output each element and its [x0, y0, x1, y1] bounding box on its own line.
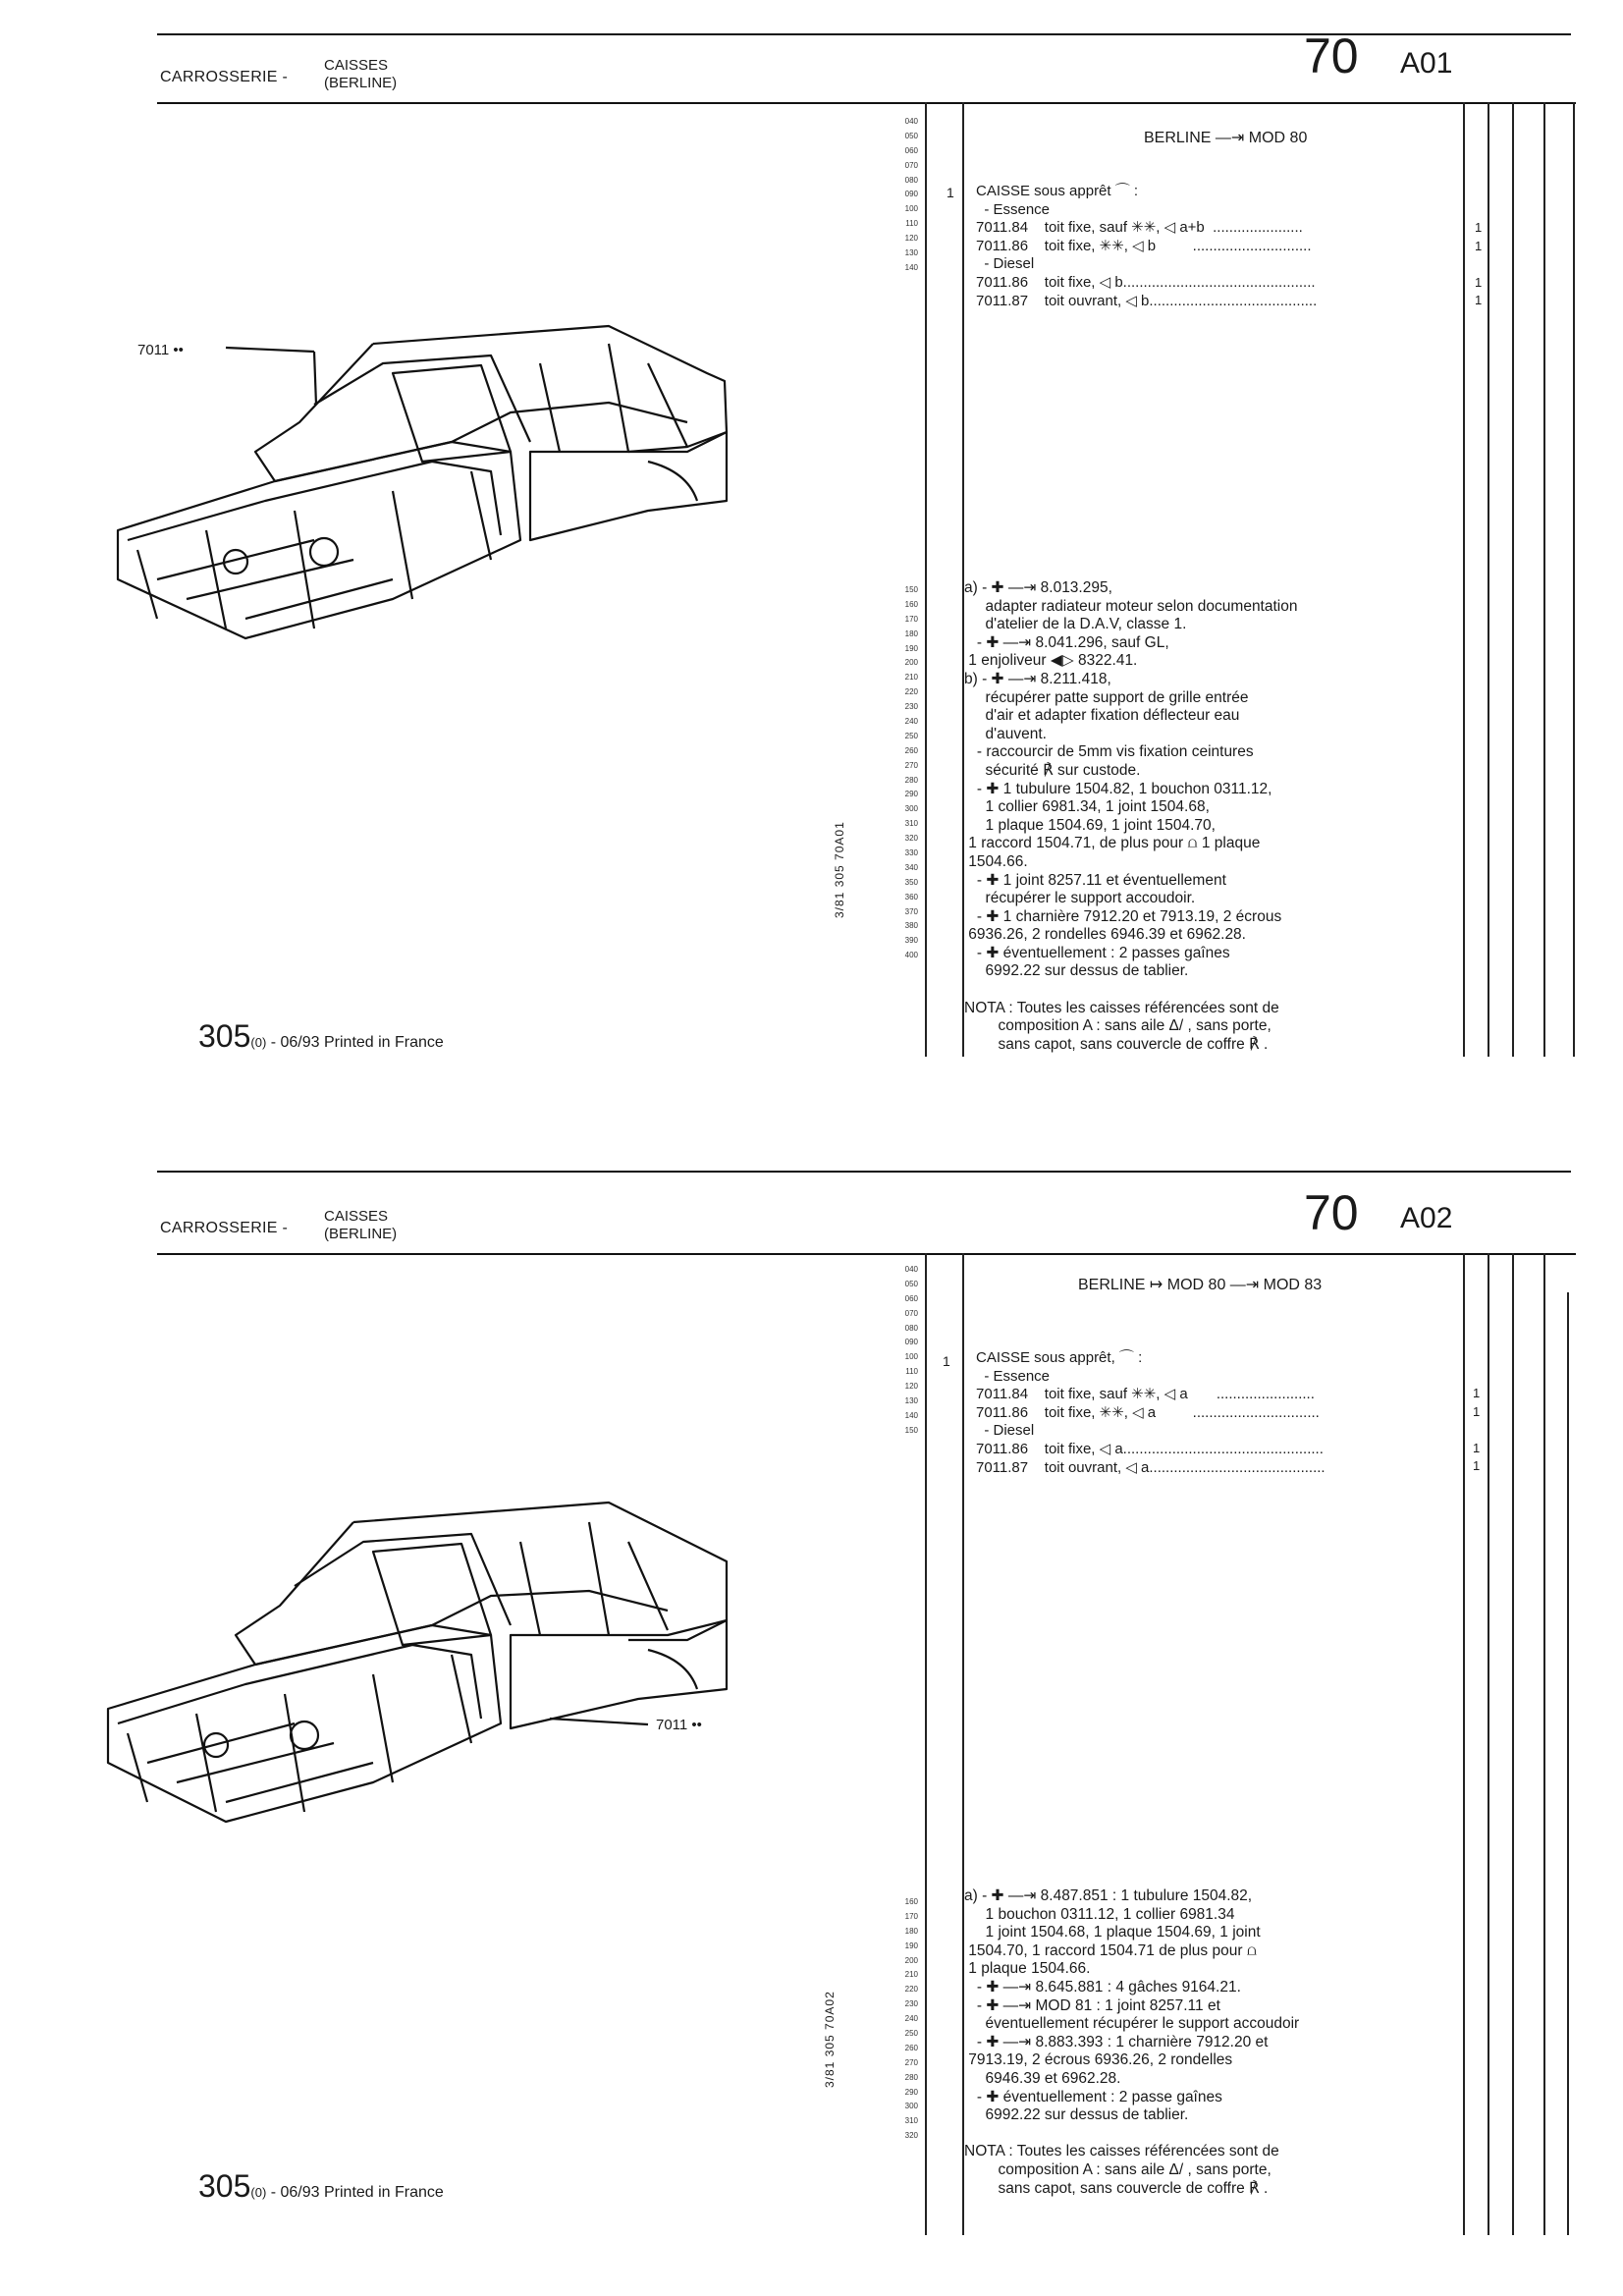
line-number: 260 — [904, 2043, 918, 2052]
line-number: 060 — [904, 1293, 918, 1303]
footer-model: 305 — [198, 2168, 251, 2204]
line-number: 220 — [904, 1985, 918, 1995]
line-number: 160 — [904, 599, 918, 609]
strut-tower — [291, 1722, 318, 1749]
line-number: 230 — [904, 1999, 918, 2009]
line-numbers-top — [896, 115, 918, 276]
line-number: 240 — [904, 717, 918, 727]
right-qty: 1 — [1475, 274, 1483, 290]
line-number: 300 — [904, 2102, 918, 2111]
footer-model: 305 — [198, 1018, 251, 1054]
right-qty: 1 — [1473, 1458, 1481, 1474]
parts-list: CAISSE sous apprêt ⌒ : - Essence 7011.84 toit fixe, sauf ✳✳, ◁ a+b ...................... 7011.86 toit fixe, ✳✳, ◁ b ............................. - Diesel 7011.86 toit fixe, ◁ b............................................... 7011.87 toit ouvrant, ◁ b......................................... — [976, 183, 1318, 309]
line-number: 280 — [904, 2072, 918, 2082]
line-number: 290 — [904, 2087, 918, 2097]
line-number: 170 — [904, 1911, 918, 1921]
section-subtitle-1: CAISSES — [324, 1208, 389, 1225]
line-number: 200 — [904, 658, 918, 668]
line-number: 240 — [904, 2014, 918, 2024]
footer — [198, 2168, 444, 2205]
line-number: 120 — [904, 1382, 918, 1392]
table-rule — [1488, 102, 1489, 1057]
part-callout: 7011 •• — [656, 1717, 702, 1733]
line-number: 100 — [904, 204, 918, 214]
table-rule — [1573, 102, 1575, 1057]
pillars — [520, 1522, 668, 1635]
front-structure — [108, 1625, 501, 1822]
line-number: 390 — [904, 936, 918, 946]
quantity: 1 — [943, 1353, 950, 1369]
line-number: 080 — [904, 175, 918, 185]
line-number: 380 — [904, 921, 918, 931]
callout-leader — [550, 1719, 648, 1724]
right-qty: 1 — [1473, 1403, 1481, 1419]
roof-outline — [353, 1503, 727, 1640]
footer-index: (0) — [250, 2185, 267, 2200]
table-rule — [1463, 1253, 1465, 2235]
table-rule — [1512, 102, 1514, 1057]
windshield-glass — [393, 365, 511, 462]
line-number: 060 — [904, 145, 918, 155]
windshield-glass — [373, 1544, 491, 1645]
line-number: 040 — [904, 1265, 918, 1274]
line-number: 150 — [904, 1425, 918, 1435]
header-rule — [157, 1253, 1576, 1255]
top-rule — [157, 1171, 1571, 1173]
right-qty: 1 — [1473, 1386, 1481, 1400]
line-number: 280 — [904, 775, 918, 785]
line-number: 180 — [904, 1926, 918, 1936]
model-range-title: BERLINE ↦ MOD 80 —⇥ MOD 83 — [1078, 1277, 1323, 1293]
part-callout: 7011 •• — [137, 342, 184, 358]
plate-code: A02 — [1400, 1202, 1453, 1234]
line-number: 190 — [904, 1941, 918, 1950]
right-qty-col — [1475, 219, 1482, 310]
line-number: 260 — [904, 745, 918, 755]
line-number: 050 — [904, 1279, 918, 1288]
windshield — [295, 1534, 511, 1625]
line-number: 110 — [905, 1367, 918, 1377]
window-line — [255, 344, 687, 481]
line-number: 130 — [904, 1396, 918, 1406]
rear-arch — [648, 462, 697, 501]
header-rule — [157, 102, 1576, 104]
table-rule — [1543, 1253, 1545, 2235]
right-qty: 1 — [1475, 220, 1483, 235]
line-numbers-bottom — [896, 1895, 918, 2144]
line-number: 120 — [904, 234, 918, 244]
rear-arch — [648, 1650, 697, 1689]
plate-reference: 3/81 305 70A01 — [833, 821, 846, 918]
line-number: 070 — [904, 160, 918, 170]
window-line — [236, 1522, 668, 1665]
right-qty: 1 — [1475, 293, 1483, 308]
table-rule — [1543, 102, 1545, 1057]
line-number: 090 — [904, 190, 918, 199]
right-qty: 1 — [1475, 238, 1483, 253]
line-number: 140 — [904, 1410, 918, 1420]
line-number: 150 — [904, 585, 918, 594]
line-number: 200 — [904, 1955, 918, 1965]
line-number: 300 — [904, 804, 918, 814]
strut-tower — [310, 538, 338, 566]
line-number: 210 — [904, 1970, 918, 1980]
line-number: 310 — [904, 2116, 918, 2126]
footer-text: - 06/93 Printed in France — [266, 1034, 444, 1051]
table-rule — [1512, 1253, 1514, 2235]
top-rule — [157, 33, 1571, 35]
right-qty: 1 — [1473, 1440, 1481, 1455]
line-number: 290 — [904, 790, 918, 799]
callout-leader — [314, 352, 316, 405]
front-crossmembers — [128, 462, 501, 619]
line-number: 330 — [904, 848, 918, 858]
windshield — [314, 355, 530, 442]
car-body-illustration — [98, 304, 766, 697]
line-number: 250 — [904, 2029, 918, 2039]
section-title: CARROSSERIE - — [160, 69, 289, 85]
callout-leader — [226, 348, 314, 352]
line-number: 360 — [904, 892, 918, 902]
section-subtitle-1: CAISSES — [324, 57, 389, 74]
group-number: 70 — [1304, 28, 1359, 83]
line-number: 100 — [904, 1352, 918, 1362]
line-number: 350 — [904, 877, 918, 887]
line-number: 160 — [904, 1897, 918, 1906]
right-qty-col — [1473, 1385, 1480, 1476]
line-number: 040 — [904, 117, 918, 126]
table-rule — [925, 1253, 927, 2235]
plate-code: A01 — [1400, 47, 1453, 80]
line-number: 270 — [904, 760, 918, 770]
notes-block: a) - ✚ —⇥ 8.013.295, adapter radiateur moteur selon documentation d'atelier de la D.A.V, classe 1. - ✚ —⇥ 8.041.296, sauf GL, 1 enjoliveur ◀▷ 8322.41. b) - ✚ —⇥ 8.211.418, récupérer patte support de grille entrée d'air et adapter fixation déflecteur eau d'auvent. - raccourcir de 5mm vis fixation ceintures sécurité ℟ sur custode. - ✚ 1 tubulure 1504.82, 1 bouchon 0311.12, 1 collier 6981.34, 1 joint 1504.68, 1 plaque 1504.69, 1 joint 1504.70, 1 raccord 1504.71, de plus pour ⩍ 1 plaque 1504.66. - ✚ 1 joint 8257.11 et éventuellement récupérer le support accoudoir. - ✚ 1 charnière 7912.20 et 7913.19, 2 écrous 6936.26, 2 rondelles 6946.39 et 6962.28. - ✚ éventuellement : 2 passes gaînes 6992.22 sur dessus de tablier. NOTA : Toutes les caisses référencées sont de composition A : sans aile Δ/ , sans porte, sans capot, sans couvercle de coffre ℟ . — [964, 579, 1298, 1053]
line-number: 320 — [904, 2131, 918, 2141]
line-number: 070 — [904, 1308, 918, 1318]
pillars — [540, 344, 687, 452]
model-range-title: BERLINE —⇥ MOD 80 — [1144, 130, 1308, 146]
line-number: 400 — [904, 951, 918, 960]
line-number: 220 — [904, 687, 918, 697]
line-number: 090 — [904, 1338, 918, 1347]
line-number: 320 — [904, 834, 918, 844]
line-number: 050 — [904, 131, 918, 140]
table-rule — [1488, 1253, 1489, 2235]
front-rails — [128, 1655, 471, 1812]
plate-reference: 3/81 305 70A02 — [823, 1991, 837, 2088]
line-number: 310 — [904, 819, 918, 829]
line-number: 080 — [904, 1323, 918, 1333]
quantity: 1 — [947, 185, 954, 200]
section-title: CARROSSERIE - — [160, 1220, 289, 1236]
line-number: 110 — [905, 219, 918, 229]
line-number: 250 — [904, 731, 918, 740]
notes-block: a) - ✚ —⇥ 8.487.851 : 1 tubulure 1504.82, 1 bouchon 0311.12, 1 collier 6981.34 1 joint 1504.68, 1 plaque 1504.69, 1 joint 1504.70, 1 raccord 1504.71 de plus pour ⩍ 1 plaque 1504.66. - ✚ —⇥ 8.645.881 : 4 gâches 9164.21. - ✚ —⇥ MOD 81 : 1 joint 8257.11 et éventuellement récupérer le support accoudoir - ✚ —⇥ 8.883.393 : 1 charnière 7912.20 et 7913.19, 2 écrous 6936.26, 2 rondelles 6946.39 et 6962.28. - ✚ éventuellement : 2 passe gaînes 6992.22 sur dessus de tablier. NOTA : Toutes les caisses référencées sont de composition A : sans aile Δ/ , sans porte, sans capot, sans couvercle de coffre ℟ . — [964, 1887, 1300, 2197]
footer-text: - 06/93 Printed in France — [266, 2184, 444, 2201]
line-numbers-bottom — [896, 583, 918, 963]
roof-outline — [373, 326, 727, 452]
section-subtitle-2: (BERLINE) — [324, 1226, 398, 1242]
car-body-illustration — [98, 1444, 746, 1856]
line-number: 370 — [904, 906, 918, 916]
line-number: 140 — [904, 262, 918, 272]
table-rule — [1463, 102, 1465, 1057]
line-number: 270 — [904, 2057, 918, 2067]
front-rails — [137, 471, 491, 629]
table-rule — [1567, 1292, 1569, 2235]
line-number: 190 — [904, 643, 918, 653]
line-number: 180 — [904, 629, 918, 638]
line-number: 130 — [904, 248, 918, 258]
table-rule — [925, 102, 927, 1057]
line-number: 170 — [904, 614, 918, 624]
line-number: 210 — [904, 673, 918, 683]
line-numbers-top — [896, 1263, 918, 1439]
footer — [198, 1018, 444, 1055]
group-number: 70 — [1304, 1185, 1359, 1240]
section-subtitle-2: (BERLINE) — [324, 75, 398, 91]
line-number: 230 — [904, 702, 918, 712]
footer-index: (0) — [250, 1035, 267, 1050]
parts-list: CAISSE sous apprêt, ⌒ : - Essence 7011.84 toit fixe, sauf ✳✳, ◁ a ........................ 7011.86 toit fixe, ✳✳, ◁ a ............................... - Diesel 7011.86 toit fixe, ◁ a................................................. 7011.87 toit ouvrant, ◁ a........................................... — [976, 1349, 1325, 1476]
catalog-panel-a02 — [0, 1149, 1623, 2296]
line-number: 340 — [904, 862, 918, 872]
